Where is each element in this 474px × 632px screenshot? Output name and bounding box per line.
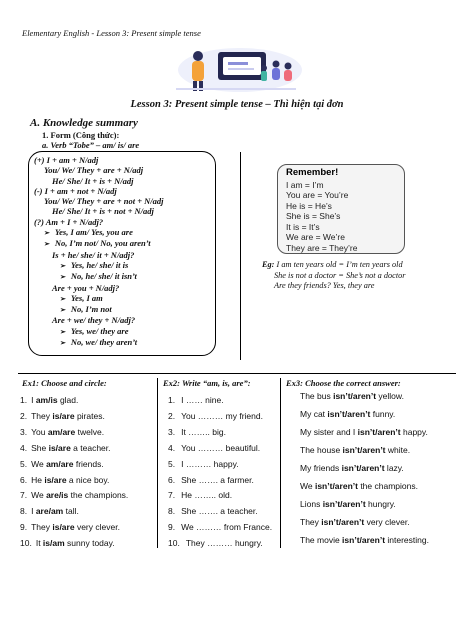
grammar-line [34, 250, 164, 260]
grammar-text: Yes, I am/ Yes, you are [54, 227, 133, 238]
ex2-item [168, 441, 272, 457]
section-heading: A. Knowledge summary [30, 117, 138, 129]
item-text: yellow. [376, 391, 404, 401]
example-line: Are they friends? Yes, they are [274, 281, 375, 290]
ex3-item [300, 408, 429, 426]
item-text: You [31, 426, 48, 437]
item-number: 10. [168, 538, 180, 549]
item-text: very clever. [74, 522, 120, 533]
lesson-title: Lesson 3: Present simple tense – Thì hiện tại đơn [130, 99, 344, 110]
grammar-text: Yes, I am [70, 292, 103, 303]
remember-line: He is = He’s [286, 200, 332, 211]
item-text: Lions [300, 499, 323, 509]
item-text: He [31, 474, 45, 485]
item-number: 7. [20, 490, 28, 501]
ex2-item [168, 393, 272, 409]
item-choice: isn’t/aren’t [341, 463, 385, 473]
item-text: You ……… beautiful. [181, 442, 261, 453]
item-number: 4. [168, 442, 176, 453]
item-text: She [31, 442, 49, 453]
ex1-item [20, 473, 128, 489]
item-choice: am/are [46, 458, 74, 469]
arrow-icon: ➢ [60, 261, 66, 270]
remember-title: Remember! [286, 167, 339, 178]
form-heading: 1. Form (Công thức): [42, 130, 120, 140]
ex2-item [168, 457, 272, 473]
item-choice: isn’t/aren’t [333, 391, 377, 401]
item-choice: isn’t/aren’t [322, 499, 366, 509]
grammar-line [34, 315, 164, 325]
item-choice: am/is [35, 395, 58, 405]
ex3-item [300, 390, 429, 408]
item-choice: is/are [44, 474, 67, 485]
item-text: It …….. big. [181, 426, 226, 437]
item-text: The movie [300, 535, 343, 545]
item-text: We ……… from France. [181, 522, 273, 533]
arrow-icon: ➢ [60, 273, 66, 282]
remember-line: She is = She’s [286, 211, 341, 221]
remember-line: We are = We’re [286, 232, 345, 242]
item-text: hungry. [365, 499, 396, 509]
example-label: Eg: [262, 260, 275, 269]
item-text: sunny today. [64, 538, 115, 549]
item-text: tall. [63, 506, 79, 517]
item-text: I [31, 506, 36, 517]
item-choice: am/are [47, 426, 76, 437]
item-text: They ……… hungry. [185, 538, 263, 549]
arrow-icon: ➢ [60, 306, 66, 315]
arrow-icon: ➢ [60, 294, 66, 303]
item-text: My cat [300, 409, 328, 419]
item-text: a nice boy. [66, 474, 110, 485]
grammar-line [34, 260, 164, 271]
grammar-text: You/ We/ They + are + not + N/adj [44, 196, 164, 207]
ex2-list [168, 393, 272, 552]
grammar-text: Are + you + N/adj? [52, 282, 120, 293]
ex3-item [300, 516, 429, 534]
remember-line: It is = It’s [286, 221, 320, 232]
grammar-line [34, 283, 164, 293]
ex3-item [300, 480, 429, 498]
grammar-text: No, I’m not [70, 304, 112, 315]
item-choice: is/are [52, 410, 75, 421]
ex1-item [20, 441, 128, 457]
item-text: funny. [370, 409, 396, 419]
item-choice: isn’t/aren’t [342, 535, 386, 545]
grammar-line [34, 238, 164, 249]
item-number: 9. [168, 522, 176, 533]
item-text: pirates. [74, 410, 105, 421]
grammar-text: (+) I + am + N/adj [34, 155, 99, 165]
item-text: the champions. [68, 490, 129, 501]
item-text: We [300, 481, 315, 491]
item-text: My sister and I [300, 427, 358, 437]
item-text: white. [385, 445, 411, 455]
item-choice: is/am [42, 538, 65, 549]
ex3-item [300, 498, 429, 516]
remember-lines [286, 180, 396, 254]
ex1-item [20, 457, 128, 473]
item-number: 9. [20, 522, 28, 533]
remember-line: They are = They’re [286, 242, 358, 253]
grammar-text: He/ She/ It + is + not + N/adj [52, 206, 154, 217]
exercise-divider [157, 378, 158, 548]
grammar-line [34, 227, 164, 238]
remember-box [277, 164, 405, 254]
grammar-text: No, I’m not/ No, you aren’t [54, 238, 151, 249]
grammar-text: (-) I + am + not + N/adj [34, 185, 117, 196]
arrow-icon: ➢ [44, 229, 50, 238]
item-text: She ……. a farmer. [181, 474, 254, 485]
grammar-text: No, he/ she/ it isn’t [70, 271, 137, 282]
ex1-item [20, 520, 128, 536]
grammar-line [34, 176, 164, 186]
remember-line: I am = I’m [286, 179, 324, 190]
item-text: I …… nine. [181, 395, 224, 405]
item-text: We [31, 490, 47, 501]
grammar-text: You/ We/ They + are + N/adj [44, 165, 144, 176]
ex1-item [20, 504, 128, 520]
ex3-list [300, 390, 429, 552]
item-text: We [31, 458, 47, 469]
ex3-title: Ex3: Choose the correct answer: [286, 378, 401, 388]
divider-line [18, 373, 456, 374]
ex3-item [300, 426, 429, 444]
grammar-text: Yes, he/ she/ it is [70, 259, 129, 270]
ex2-title: Ex2: Write “am, is, are”: [163, 378, 251, 388]
ex3-item [300, 534, 429, 552]
exercise-divider [280, 378, 281, 548]
item-number: 3. [168, 426, 176, 437]
item-choice: are/am [35, 506, 64, 517]
example-line: I am ten years old = I’m ten years old [276, 260, 403, 269]
page-header: Elementary English - Lesson 3: Present simple tense [22, 28, 201, 38]
tobe-heading: a. Verb “Tobe” – am/ is/ are [42, 140, 140, 150]
remember-line: You are = You’re [286, 190, 349, 200]
item-number: 1. [20, 395, 28, 405]
item-text: I [31, 395, 36, 405]
ex1-item [20, 536, 128, 552]
grammar-line [34, 206, 164, 216]
ex2-item [168, 504, 272, 520]
grammar-line [34, 155, 164, 165]
item-choice: is/are [48, 442, 71, 453]
ex1-title: Ex1: Choose and circle: [22, 378, 107, 388]
grammar-text: Is + he/ she/ it + N/adj? [52, 249, 135, 260]
item-text: They [31, 522, 53, 533]
grammar-line [34, 217, 164, 227]
item-number: 2. [168, 410, 176, 421]
item-number: 5. [20, 458, 28, 469]
ex1-item [20, 425, 128, 441]
item-choice: is/are [52, 522, 75, 533]
item-choice: are/is [46, 490, 69, 501]
item-choice: isn’t/aren’t [321, 517, 365, 527]
grammar-line [34, 293, 164, 304]
grammar-line [34, 337, 164, 348]
ex1-list [20, 393, 128, 552]
item-number: 7. [168, 490, 176, 501]
ex3-item [300, 444, 429, 462]
arrow-icon: ➢ [60, 339, 66, 348]
example-line: She is not a doctor = She’s not a doctor [274, 270, 406, 280]
ex1-item [20, 393, 128, 409]
item-text: The house [300, 445, 343, 455]
arrow-icon: ➢ [60, 327, 66, 336]
item-text: interesting. [385, 535, 429, 545]
arrow-icon: ➢ [44, 240, 50, 249]
item-choice: isn’t/aren’t [357, 427, 401, 437]
ex3-item [300, 462, 429, 480]
item-number: 4. [20, 442, 28, 453]
grammar-line [34, 165, 164, 175]
item-choice: isn’t/aren’t [327, 409, 371, 419]
item-text: very clever. [364, 517, 410, 527]
item-text: He …….. old. [181, 490, 233, 501]
item-text: It [35, 538, 43, 549]
item-text: She ……. a teacher. [181, 506, 258, 517]
column-divider [240, 152, 241, 360]
item-text: glad. [57, 395, 79, 405]
grammar-rules [34, 155, 164, 348]
item-number: 8. [168, 506, 176, 517]
grammar-line [34, 304, 164, 315]
item-number: 3. [20, 426, 28, 437]
example-block [262, 260, 406, 292]
grammar-line [34, 271, 164, 282]
grammar-line [34, 326, 164, 337]
grammar-line [34, 186, 164, 196]
ex1-item [20, 488, 128, 504]
item-text: The bus [300, 391, 334, 401]
grammar-line [34, 196, 164, 206]
ex2-item [168, 425, 272, 441]
item-choice: isn’t/aren’t [314, 481, 358, 491]
item-number: 8. [20, 506, 28, 517]
grammar-text: He/ She/ It + is + N/adj [52, 175, 134, 186]
item-number: 10. [20, 538, 32, 549]
item-text: a teacher. [70, 442, 111, 453]
ex2-item [168, 409, 272, 425]
item-text: the champions. [357, 481, 418, 491]
item-text: You ……… my friend. [181, 410, 263, 421]
item-text: happy. [400, 427, 428, 437]
grammar-text: Are + we/ they + N/adj? [52, 315, 136, 326]
ex2-item [168, 488, 272, 504]
item-text: lazy. [384, 463, 404, 473]
grammar-text: No, we/ they aren’t [70, 337, 138, 348]
item-text: They [300, 517, 322, 527]
grammar-text: Yes, we/ they are [70, 325, 129, 336]
ex2-item [168, 520, 272, 536]
item-number: 5. [168, 458, 176, 469]
ex2-item [168, 536, 272, 552]
item-number: 2. [20, 410, 28, 421]
item-number: 1. [168, 395, 176, 405]
item-number: 6. [168, 474, 176, 485]
grammar-text: (?) Am + I + N/adj? [34, 216, 104, 227]
item-text: My friends [300, 463, 342, 473]
item-text: They [31, 410, 53, 421]
item-text: I ……… happy. [181, 458, 239, 469]
ex2-item [168, 473, 272, 489]
ex1-item [20, 409, 128, 425]
banner-illustration [168, 44, 303, 94]
item-choice: isn’t/aren’t [342, 445, 386, 455]
item-text: friends. [73, 458, 104, 469]
item-text: twelve. [75, 426, 105, 437]
item-number: 6. [20, 474, 28, 485]
